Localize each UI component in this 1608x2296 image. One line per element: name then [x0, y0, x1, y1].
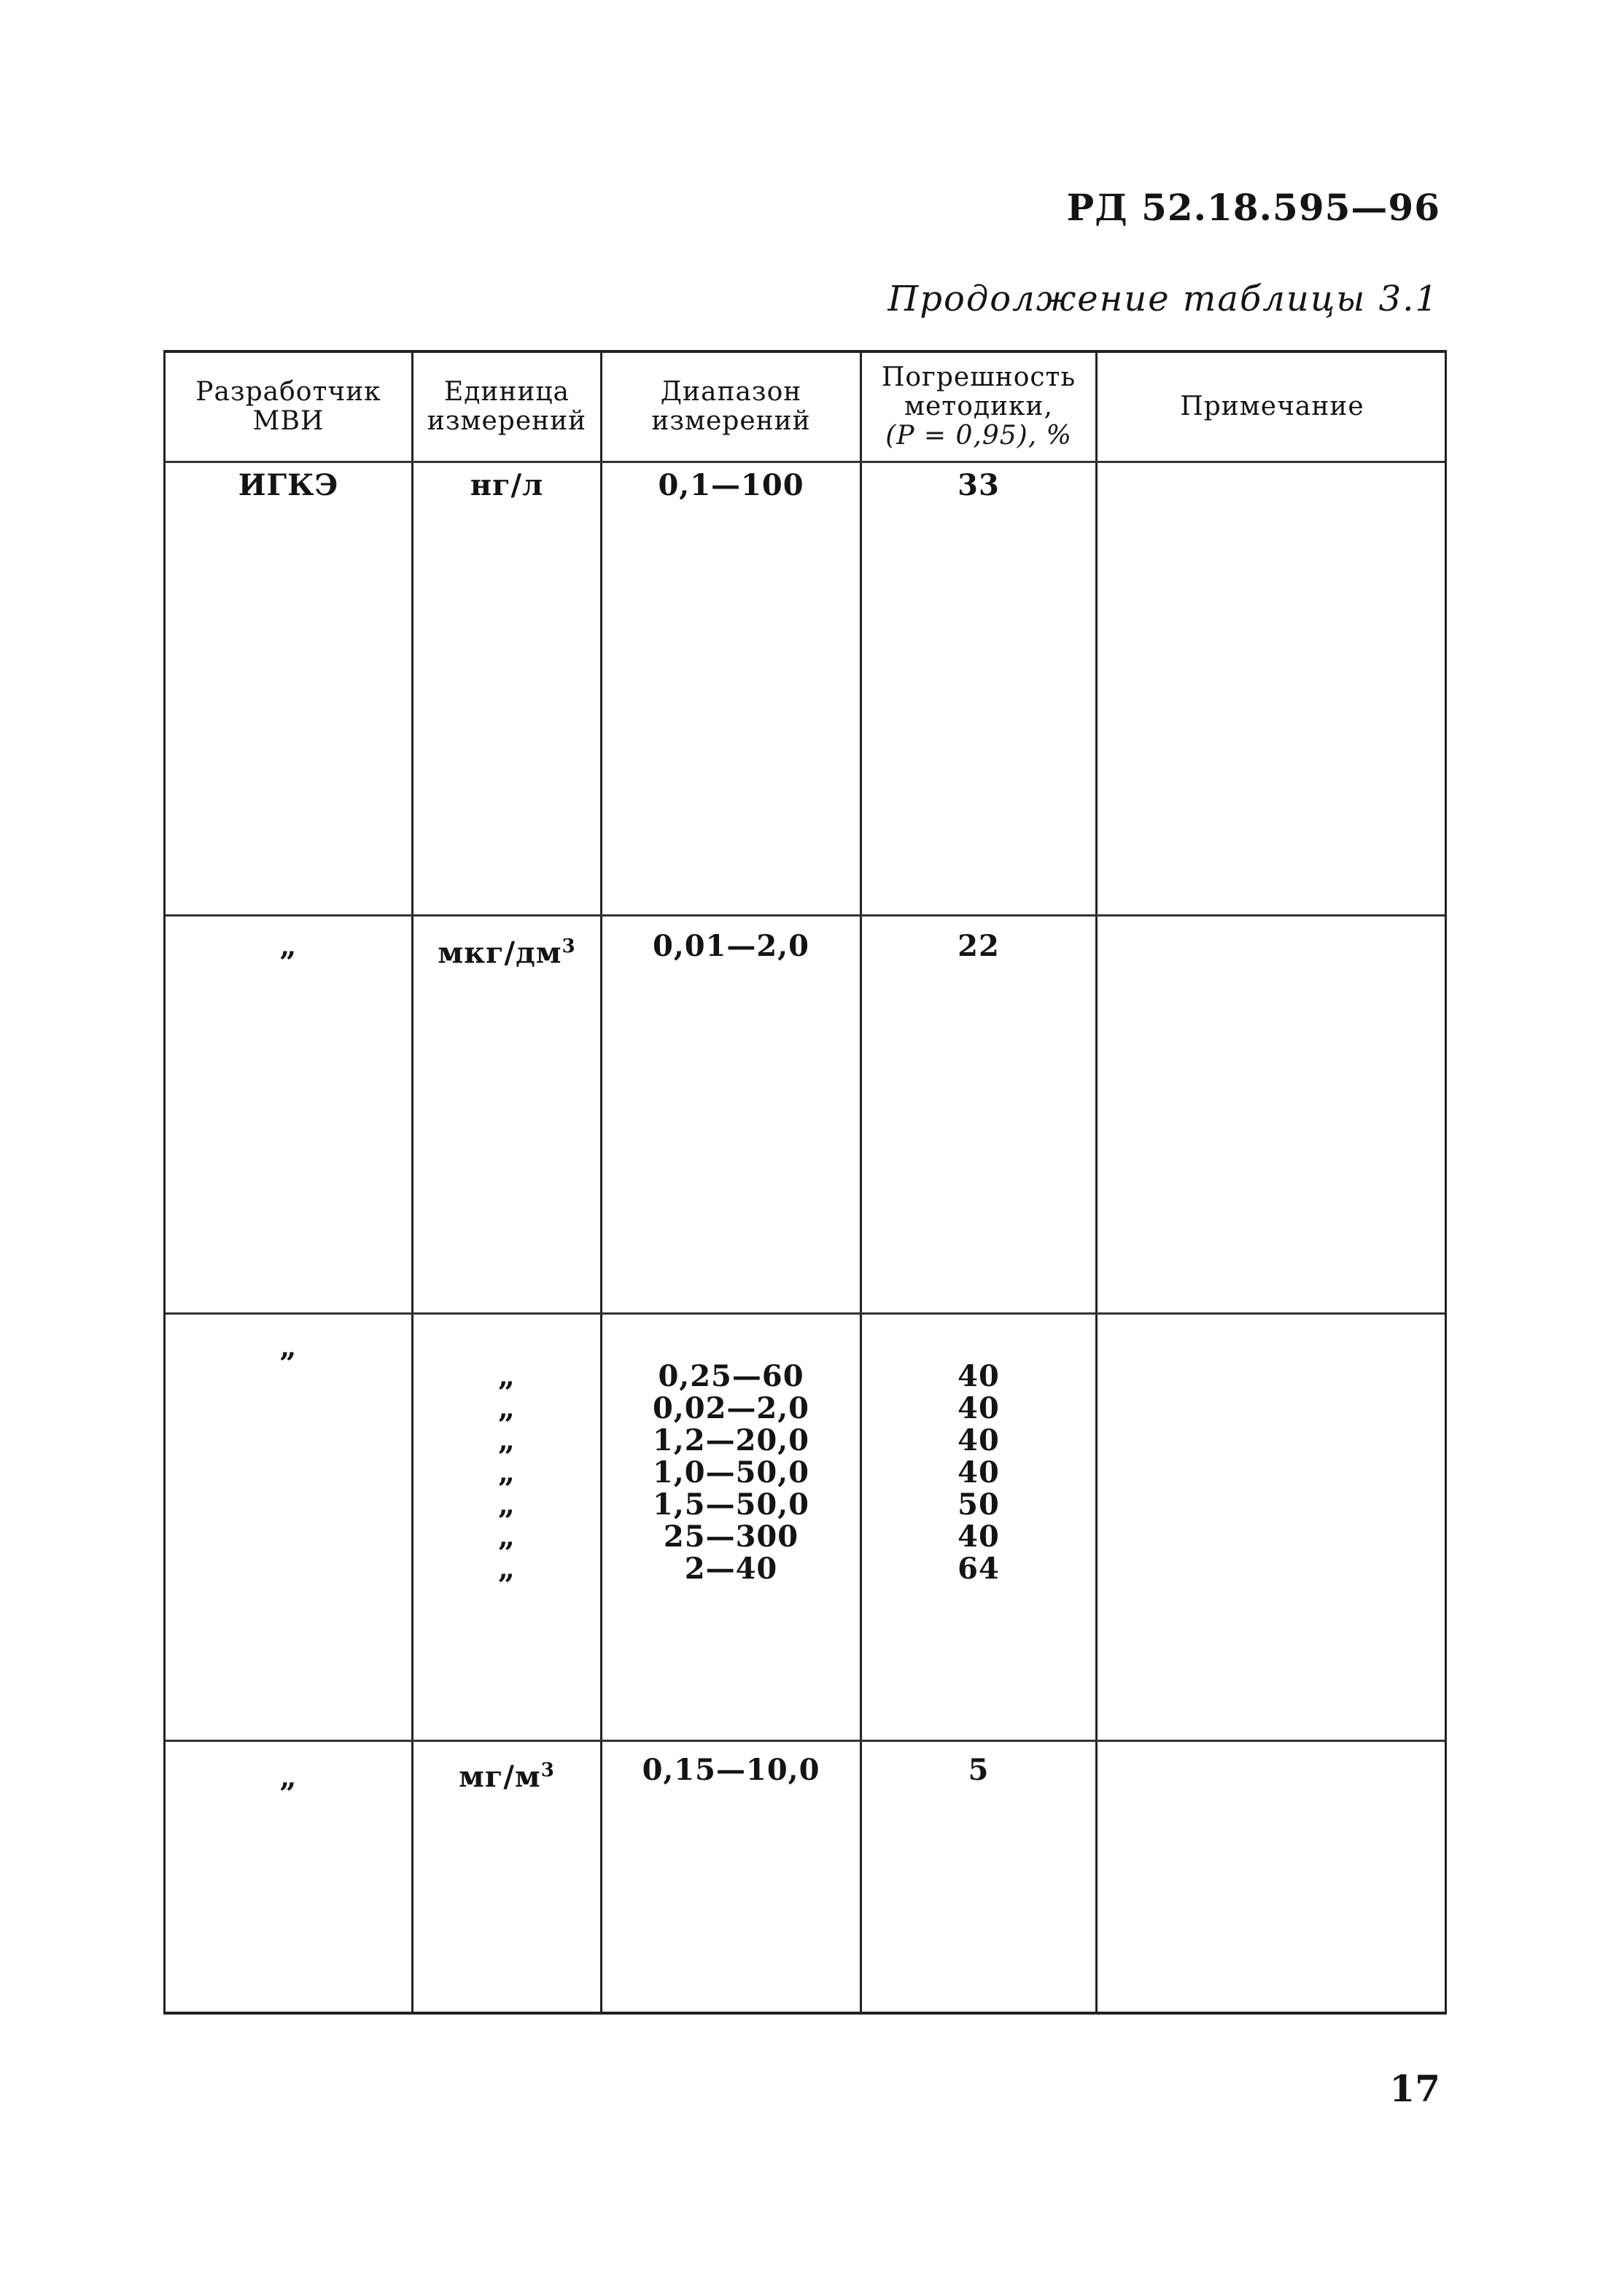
cell-unit: мкг/$дм^3$ — [438, 935, 576, 970]
cell-unit: „ — [497, 1552, 516, 1586]
cell-range: 1,2—20,0 — [652, 1423, 809, 1458]
document-code: РД 52.18.595—96 — [1066, 186, 1440, 229]
column-header-note: Примечание — [1180, 392, 1364, 421]
column-header-range: Диапазон измерений — [651, 377, 811, 436]
cell-range: 0,1—100 — [658, 468, 804, 502]
cell-range: 0,15—10,0 — [642, 1753, 820, 1787]
cell-unit: „ — [497, 1391, 516, 1425]
cell-error: 33 — [958, 468, 1000, 502]
cell-error: 50 — [958, 1487, 1000, 1522]
cell-range: 2—40 — [684, 1552, 778, 1586]
cell-range: 25—300 — [663, 1519, 799, 1554]
cell-error: 64 — [958, 1552, 1000, 1586]
cell-error: 40 — [958, 1423, 1000, 1458]
data-table — [163, 350, 1447, 2015]
cell-developer: ИГКЭ — [238, 468, 339, 502]
column-header-error: Погрешность методики, (P = 0,95), % — [881, 362, 1076, 451]
row-divider — [166, 1312, 1445, 1315]
row-divider — [166, 1740, 1445, 1742]
cell-unit: нг/л — [470, 468, 544, 502]
cell-unit: „ — [497, 1487, 516, 1522]
cell-unit: „ — [497, 1359, 516, 1393]
cell-error: 22 — [958, 929, 1000, 963]
cell-range: 1,0—50,0 — [652, 1455, 809, 1490]
cell-range: 1,5—50,0 — [652, 1487, 809, 1522]
cell-range: 0,01—2,0 — [652, 929, 809, 963]
cell-developer: „ — [279, 1760, 298, 1794]
cell-range: 0,25—60 — [658, 1359, 804, 1393]
cell-error: 40 — [958, 1519, 1000, 1554]
cell-unit: „ — [497, 1423, 516, 1458]
cell-error: 40 — [958, 1455, 1000, 1490]
table-caption: Продолжение таблицы 3.1 — [887, 279, 1439, 319]
column-divider — [1095, 353, 1098, 2012]
cell-error: 40 — [958, 1359, 1000, 1393]
cell-error: 5 — [968, 1753, 990, 1787]
cell-range-list — [602, 1361, 860, 1585]
header-divider — [166, 461, 1445, 463]
page-number: 17 — [1389, 2067, 1440, 2110]
cell-developer: „ — [279, 929, 298, 963]
cell-unit: „ — [497, 1455, 516, 1490]
cell-unit: $мг/м^3$ — [459, 1759, 555, 1794]
column-header-unit: Единица измерений — [427, 377, 587, 436]
row-divider — [166, 914, 1445, 917]
cell-error: 40 — [958, 1391, 1000, 1425]
cell-unit-list — [413, 1361, 600, 1585]
cell-unit: „ — [497, 1519, 516, 1554]
cell-developer: „ — [279, 1330, 298, 1364]
cell-error-list — [862, 1361, 1095, 1585]
column-header-developer: Разработчик МВИ — [195, 377, 381, 436]
cell-range: 0,02—2,0 — [652, 1391, 809, 1425]
